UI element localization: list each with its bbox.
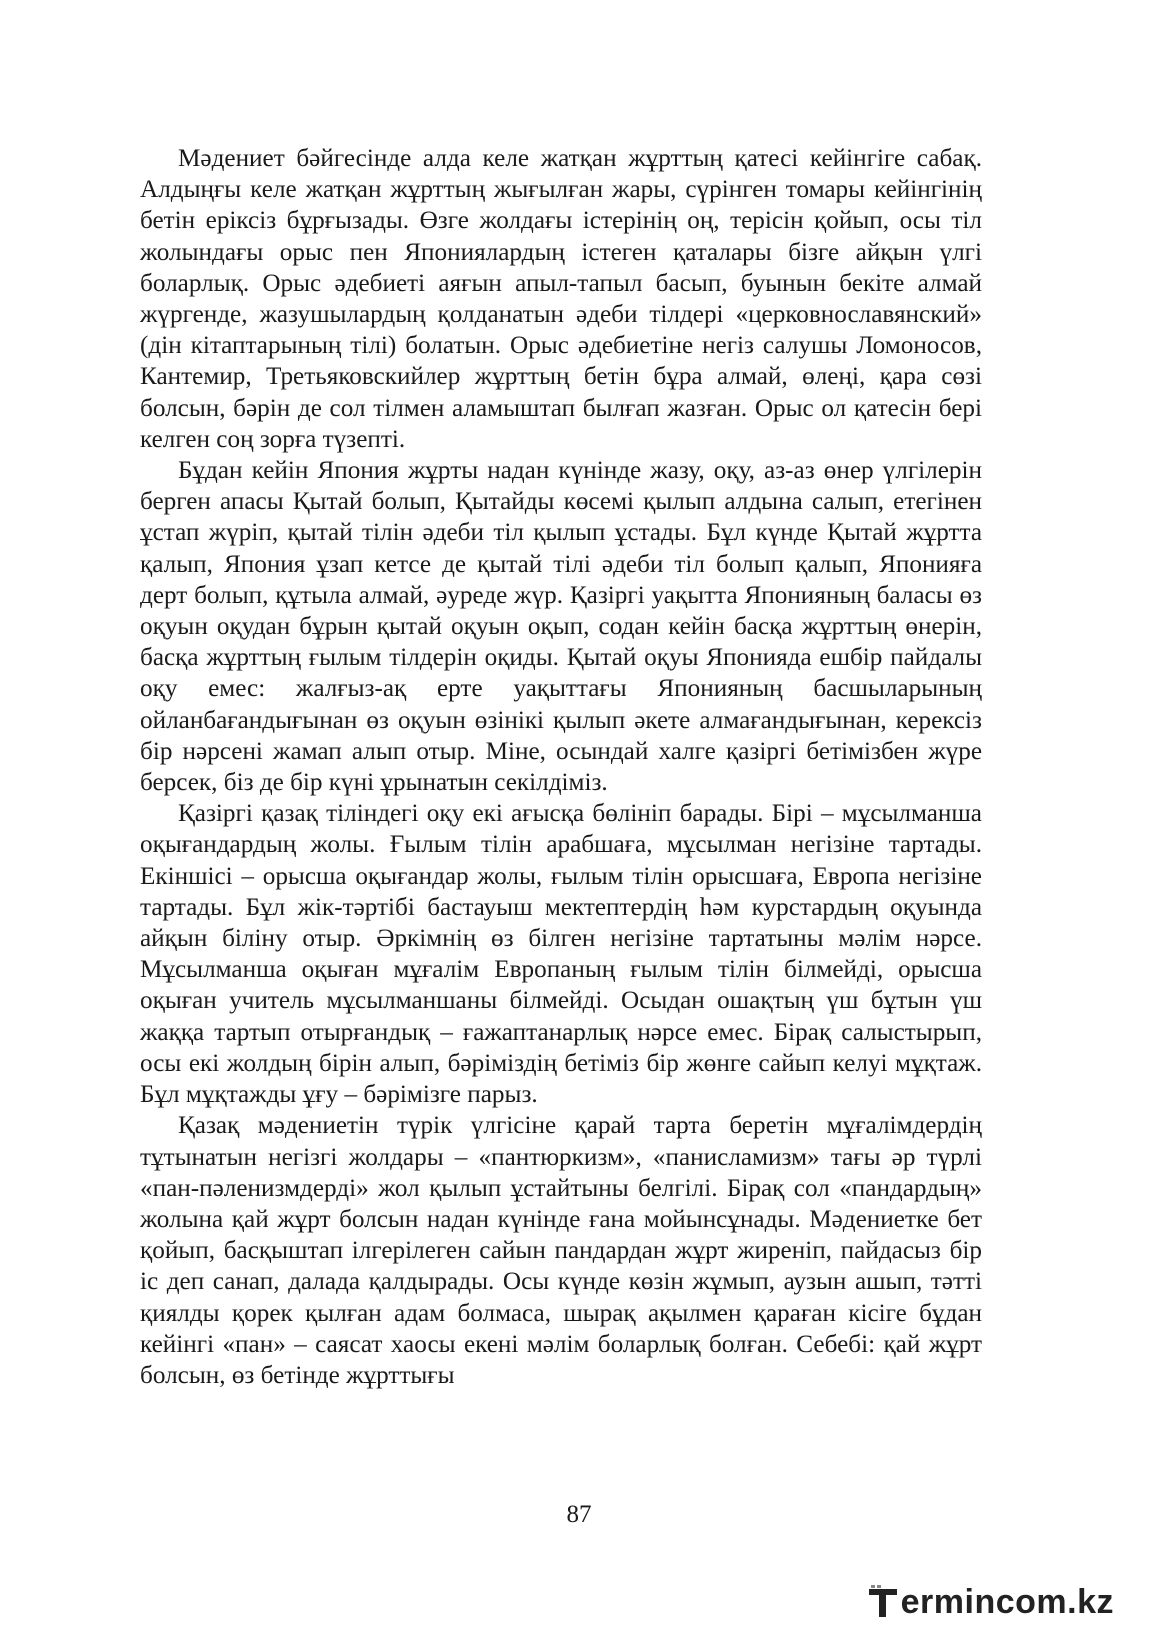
termincom-logo-icon bbox=[869, 1585, 899, 1619]
watermark bbox=[869, 1582, 1114, 1622]
paragraph: Бұдан кейін Япония жұрты надан күнінде жазу, оқу, аз-аз өнер үлгілерін берген апасы Қытай болып, Қытайды көсемі қылып алдына салып, етегінен ұстап жүріп, қытай тілін әдеби тіл қылып ұстады. Бұл күнде Қытай жұртта қалып, Япония ұзап кетсе де қытай тілі әдеби тіл болып қалып, Японияға дерт болып, құтыла алмай, әуреде жүр. Қазіргі уақытта Японияның баласы өз оқуын оқудан бұрын қытай оқуын оқып, содан кейін басқа жұрттың өнерін, басқа жұрттың ғылым тілдерін оқиды. Қытай оқуы Японияда ешбір пайдалы оқу емес: жалғыз-ақ ерте уақыттағы Японияның басшыларының ойланбағандығынан өз оқуын өзінікі қылып әкете алмағандығынан, керексіз бір нәрсені жамап алып отыр. Міне, осындай халге қазіргі бетімізбен жүре берсек, біз де бір күні ұрынатын секілдіміз. bbox=[140, 457, 982, 797]
page-number: 87 bbox=[566, 1501, 592, 1528]
paragraph: Қазіргі қазақ тіліндегі оқу екі ағысқа бөлініп барады. Бірі – мұсылманша оқығандардың жолы. Ғылым тілін арабшаға, мұсылман негізіне тартады. Екіншісі – орысша оқығандар жолы, ғылым тілін орысшаға, Европа негізіне тартады. Бұл жік-тәртібі бастауыш мектептердің һәм курстардың оқуында айқын біліну отыр. Әркімнің өз білген негізіне тартатыны мәлім нәрсе. Мұсылманша оқыған мұғалім Европаның ғылым тілін білмейді, орысша оқыған учитель мұсылманшаны білмейді. Осыдан ошақтың үш бұтын үш жаққа тартып отырғандық – ғажаптанарлық нәрсе емес. Бірақ салыстырып, осы екі жолдың бірін алып, бәріміздің бетіміз бір жөнге сайып келуі мұқтаж. Бұл мұқтажды ұғу – бәрімізге парыз. bbox=[140, 800, 982, 1109]
paragraph: Мәдениет бәйгесінде алда келе жатқан жұрттың қатесі кейінгіге сабақ. Алдыңғы келе жатқан жұрттың жығылған жары, сүрінген томары кейінгінің бетін еріксіз бұрғызады. Өзге жолдағы істерінің оң, терісін қойып, осы тіл жолындағы орыс пен Япониялардың істеген қаталары бізге айқын үлгі боларлық. Орыс әдебиеті аяғын апыл-тапыл басып, буынын бекіте алмай жүргенде, жазушылардың қолданатын әдеби тілдері «церковнославянский» (дін кітаптарының тілі) болатын. Орыс әдебиетіне негіз салушы Ломоносов, Кантемир, Третьяковскийлер жұрттың бетін бұра алмай, өлеңі, қара сөзі болсын, бәрін де сол тілмен аламыштап былғап жазған. Орыс ол қатесін бері келген соң зорға түзепті. bbox=[140, 145, 982, 453]
page-body bbox=[140, 143, 982, 1391]
paragraph: Қазақ мәдениетін түрік үлгісіне қарай тарта беретін мұғалімдердің тұтынатын негізгі жолдары – «пантюркизм», «панисламизм» тағы әр түрлі «пан-пәленизмдерді» жол қылып ұстайтыны белгілі. Бірақ сол «пандардың» жолына қай жұрт болсын надан күнінде ғана мойынсұнады. Мәдениетке бет қойып, басқыштап ілгерілеген сайын пандардан жұрт жиреніп, пайдасыз бір іс деп санап, далада қалдырады. Осы күнде көзін жұмып, аузын ашып, тәтті қиялды қорек қылған адам болмаса, шырақ ақылмен қараған кісіге бұдан кейінгі «пан» – саясат хаосы екені мәлім боларлық болған. Себебі: қай жұрт болсын, өз бетінде жұрттығы bbox=[140, 1112, 982, 1389]
watermark-text: ermincom.kz bbox=[900, 1582, 1114, 1621]
